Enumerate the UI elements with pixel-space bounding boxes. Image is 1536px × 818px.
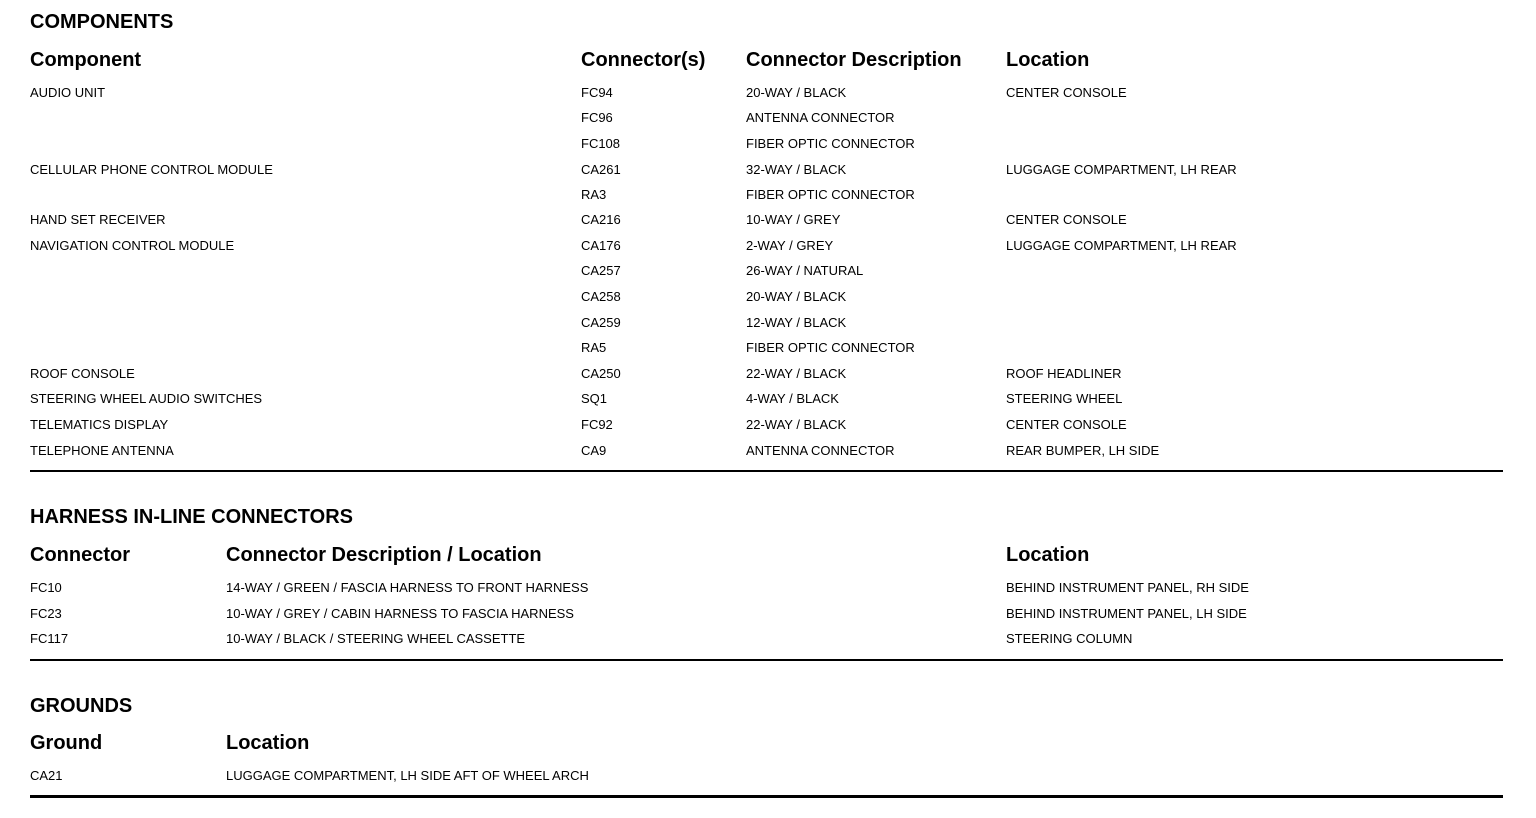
- component-connector: FC94: [581, 85, 613, 100]
- component-connector: CA258: [581, 289, 621, 304]
- components-divider: [30, 470, 1503, 472]
- component-description: 26-WAY / NATURAL: [746, 263, 864, 278]
- components-header-description: Connector Description: [746, 49, 962, 71]
- component-name: TELEPHONE ANTENNA: [30, 443, 174, 458]
- component-description: 22-WAY / BLACK: [746, 366, 847, 381]
- components-title: COMPONENTS: [30, 11, 174, 33]
- harness-location: STEERING COLUMN: [1006, 631, 1133, 646]
- component-location: STEERING WHEEL: [1006, 391, 1123, 406]
- component-connector: CA250: [581, 366, 621, 381]
- component-connector: FC108: [581, 136, 621, 151]
- component-connector: RA5: [581, 340, 607, 355]
- component-name: TELEMATICS DISPLAY: [30, 417, 169, 432]
- component-location: LUGGAGE COMPARTMENT, LH REAR: [1006, 162, 1237, 177]
- component-connector: CA257: [581, 263, 621, 278]
- harness-connector: FC10: [30, 580, 62, 595]
- component-description: 22-WAY / BLACK: [746, 417, 847, 432]
- component-connector: CA9: [581, 443, 607, 458]
- harness-header-location: Location: [1006, 544, 1090, 566]
- component-name: ROOF CONSOLE: [30, 366, 135, 381]
- component-description: ANTENNA CONNECTOR: [746, 110, 895, 125]
- harness-description: 10-WAY / BLACK / STEERING WHEEL CASSETTE: [226, 631, 526, 646]
- component-name: HAND SET RECEIVER: [30, 212, 166, 227]
- component-location: ROOF HEADLINER: [1006, 366, 1122, 381]
- component-description: ANTENNA CONNECTOR: [746, 443, 895, 458]
- ground-location: LUGGAGE COMPARTMENT, LH SIDE AFT OF WHEEL ARCH: [226, 768, 589, 783]
- component-description: 20-WAY / BLACK: [746, 85, 847, 100]
- harness-description: 14-WAY / GREEN / FASCIA HARNESS TO FRONT HARNESS: [226, 580, 589, 595]
- component-connector: CA259: [581, 315, 621, 330]
- components-header-connectors: Connector(s): [581, 49, 706, 71]
- component-name: STEERING WHEEL AUDIO SWITCHES: [30, 391, 263, 406]
- component-connector: SQ1: [581, 391, 608, 406]
- harness-location: BEHIND INSTRUMENT PANEL, RH SIDE: [1006, 580, 1249, 595]
- component-connector: CA216: [581, 212, 621, 227]
- harness-header-description: Connector Description / Location: [226, 544, 542, 566]
- harness-divider: [30, 659, 1503, 661]
- grounds-title: GROUNDS: [30, 695, 133, 717]
- component-location: CENTER CONSOLE: [1006, 417, 1127, 432]
- harness-description: 10-WAY / GREY / CABIN HARNESS TO FASCIA HARNESS: [226, 606, 574, 621]
- component-location: CENTER CONSOLE: [1006, 212, 1127, 227]
- component-description: 4-WAY / BLACK: [746, 391, 839, 406]
- harness-location: BEHIND INSTRUMENT PANEL, LH SIDE: [1006, 606, 1247, 621]
- ground-id: CA21: [30, 768, 63, 783]
- component-name: AUDIO UNIT: [30, 85, 106, 100]
- component-description: FIBER OPTIC CONNECTOR: [746, 136, 915, 151]
- component-location: LUGGAGE COMPARTMENT, LH REAR: [1006, 238, 1237, 253]
- component-description: 2-WAY / GREY: [746, 238, 834, 253]
- component-name: CELLULAR PHONE CONTROL MODULE: [30, 162, 273, 177]
- component-description: 20-WAY / BLACK: [746, 289, 847, 304]
- components-header-component: Component: [30, 49, 142, 71]
- component-connector: FC96: [581, 110, 613, 125]
- component-connector: FC92: [581, 417, 613, 432]
- component-location: REAR BUMPER, LH SIDE: [1006, 443, 1160, 458]
- component-description: 10-WAY / GREY: [746, 212, 841, 227]
- grounds-divider: [30, 795, 1503, 798]
- component-description: 32-WAY / BLACK: [746, 162, 847, 177]
- component-connector: CA261: [581, 162, 621, 177]
- component-connector: RA3: [581, 187, 607, 202]
- component-description: FIBER OPTIC CONNECTOR: [746, 340, 915, 355]
- component-connector: CA176: [581, 238, 621, 253]
- grounds-header-ground: Ground: [30, 732, 103, 754]
- component-name: NAVIGATION CONTROL MODULE: [30, 238, 235, 253]
- harness-header-connector: Connector: [30, 544, 130, 566]
- component-description: 12-WAY / BLACK: [746, 315, 847, 330]
- grounds-header-location: Location: [226, 732, 310, 754]
- component-location: CENTER CONSOLE: [1006, 85, 1127, 100]
- harness-title: HARNESS IN-LINE CONNECTORS: [30, 506, 353, 528]
- components-header-location: Location: [1006, 49, 1090, 71]
- component-description: FIBER OPTIC CONNECTOR: [746, 187, 915, 202]
- harness-connector: FC23: [30, 606, 62, 621]
- harness-connector: FC117: [30, 631, 69, 646]
